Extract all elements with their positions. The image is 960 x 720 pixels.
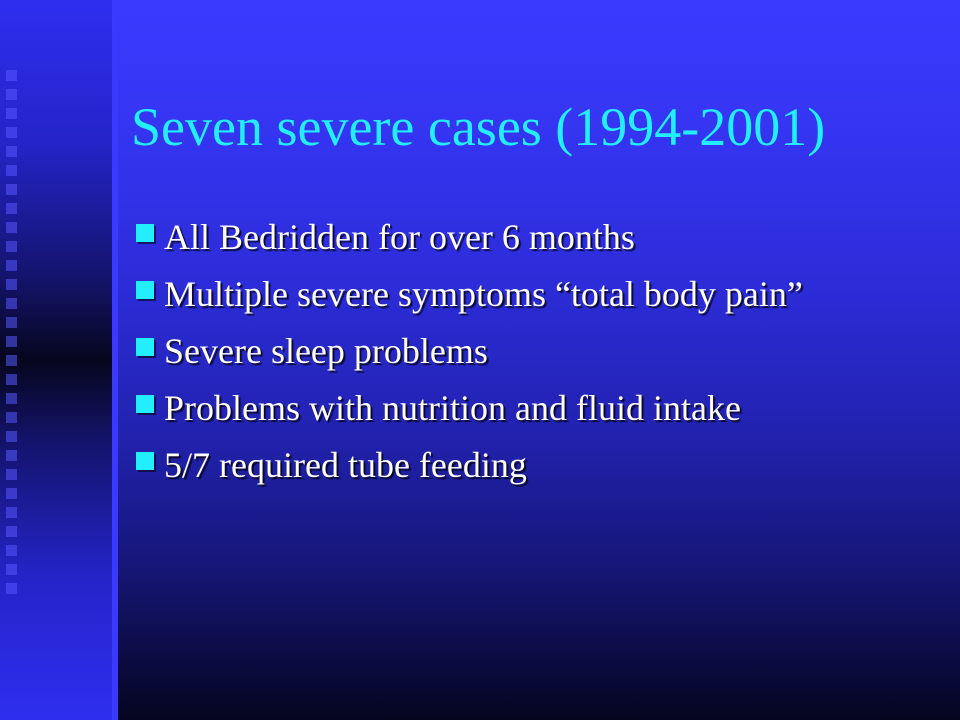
decorative-square bbox=[6, 260, 17, 271]
decorative-square bbox=[6, 203, 17, 214]
square-bullet-icon bbox=[136, 452, 154, 470]
bullet-text: 5/7 required tube feeding bbox=[164, 444, 527, 485]
bullet-item bbox=[136, 208, 803, 265]
decorative-square bbox=[6, 127, 17, 138]
decorative-square bbox=[6, 355, 17, 366]
decorative-square bbox=[6, 583, 17, 594]
decorative-square bbox=[6, 279, 17, 290]
decorative-square bbox=[6, 165, 17, 176]
bullet-text: Problems with nutrition and fluid intake bbox=[164, 387, 741, 428]
bullet-list bbox=[136, 208, 803, 493]
left-decorative-band bbox=[0, 0, 112, 720]
decorative-square bbox=[6, 222, 17, 233]
decorative-square bbox=[6, 450, 17, 461]
bullet-item bbox=[136, 436, 803, 493]
bullet-text: Severe sleep problems bbox=[164, 330, 488, 371]
decorative-square bbox=[6, 298, 17, 309]
decorative-square bbox=[6, 241, 17, 252]
square-bullet-icon bbox=[136, 338, 154, 356]
decorative-square bbox=[6, 469, 17, 480]
decorative-square bbox=[6, 412, 17, 423]
decorative-square bbox=[6, 70, 17, 81]
decorative-square bbox=[6, 431, 17, 442]
square-bullet-icon bbox=[136, 224, 154, 242]
decorative-square bbox=[6, 89, 17, 100]
decorative-square bbox=[6, 545, 17, 556]
decorative-square bbox=[6, 526, 17, 537]
decorative-square bbox=[6, 317, 17, 328]
bullet-item bbox=[136, 322, 803, 379]
decorative-square bbox=[6, 108, 17, 119]
bullet-item bbox=[136, 265, 803, 322]
bullet-text: All Bedridden for over 6 months bbox=[164, 216, 635, 257]
decorative-squares bbox=[6, 70, 22, 630]
decorative-square bbox=[6, 184, 17, 195]
square-bullet-icon bbox=[136, 281, 154, 299]
decorative-square bbox=[6, 336, 17, 347]
decorative-square bbox=[6, 564, 17, 575]
bullet-text: Multiple severe symptoms “total body pain” bbox=[164, 273, 803, 314]
decorative-square bbox=[6, 146, 17, 157]
square-bullet-icon bbox=[136, 395, 154, 413]
bullet-item bbox=[136, 379, 803, 436]
slide-title: Seven severe cases (1994-2001) bbox=[131, 97, 826, 157]
decorative-square bbox=[6, 393, 17, 404]
decorative-square bbox=[6, 374, 17, 385]
decorative-square bbox=[6, 507, 17, 518]
decorative-square bbox=[6, 488, 17, 499]
left-accent-stripe bbox=[112, 0, 118, 720]
